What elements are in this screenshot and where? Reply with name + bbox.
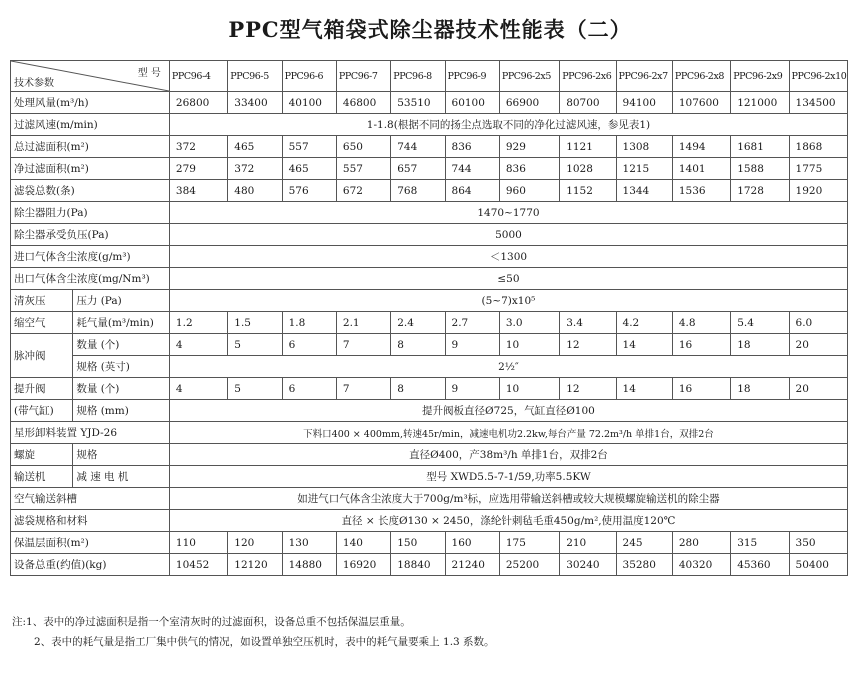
group-label: 脉冲阀 xyxy=(11,334,73,378)
table-cell: 3.4 xyxy=(560,312,616,334)
table-cell: 4.2 xyxy=(616,312,672,334)
table-cell: 提升阀板直径Ø725，气缸直径Ø100 xyxy=(169,400,847,422)
table-cell: 1494 xyxy=(672,136,730,158)
row-label: 保温层面积(m²) xyxy=(11,532,170,554)
table-cell: 1728 xyxy=(731,180,789,202)
table-cell: 6.0 xyxy=(789,312,847,334)
table-cell: 160 xyxy=(445,532,499,554)
table-row xyxy=(11,510,848,532)
table-cell: 5 xyxy=(228,378,282,400)
table-cell: 12 xyxy=(560,334,616,356)
header-row xyxy=(11,61,848,92)
table-cell: 94100 xyxy=(616,92,672,114)
table-cell: 4.8 xyxy=(672,312,730,334)
table-cell: 18 xyxy=(731,378,789,400)
row-label: 数量 (个) xyxy=(73,378,170,400)
table-cell: 1028 xyxy=(560,158,616,180)
table-cell: 576 xyxy=(282,180,336,202)
table-cell: 16 xyxy=(672,378,730,400)
table-row xyxy=(11,466,848,488)
row-label: 空气输送斜槽 xyxy=(11,488,170,510)
row-label: 耗气量(m³/min) xyxy=(73,312,170,334)
group-label: (带气缸) xyxy=(11,400,73,422)
row-label: 规格 (英寸) xyxy=(73,356,170,378)
table-cell: 836 xyxy=(499,158,559,180)
table-cell: 557 xyxy=(336,158,390,180)
row-label: 压力 (Pa) xyxy=(73,290,170,312)
group-label: 提升阀 xyxy=(11,378,73,400)
row-label: 处理风量(m³/h) xyxy=(11,92,170,114)
row-label: 除尘器承受负压(Pa) xyxy=(11,224,170,246)
table-cell: 10 xyxy=(499,334,559,356)
table-cell: 直径 × 长度Ø130 × 2450，涤纶针刺毡毛重450g/m²,使用温度120℃ xyxy=(169,510,847,532)
row-label: 数量 (个) xyxy=(73,334,170,356)
table-cell: 46800 xyxy=(336,92,390,114)
table-row xyxy=(11,92,848,114)
document-title: PPC型气箱袋式除尘器技术性能表（二） xyxy=(228,17,632,42)
table-cell: 1308 xyxy=(616,136,672,158)
table-cell: 40320 xyxy=(672,554,730,576)
table-cell: 25200 xyxy=(499,554,559,576)
group-label: 清灰压 xyxy=(11,290,73,312)
table-cell: 14 xyxy=(616,334,672,356)
row-label: 规格 xyxy=(73,444,170,466)
table-cell: 744 xyxy=(391,136,445,158)
table-cell: 12 xyxy=(560,378,616,400)
table-row xyxy=(11,488,848,510)
row-label: 除尘器阻力(Pa) xyxy=(11,202,170,224)
table-row xyxy=(11,532,848,554)
model-header: PPC96-2x6 xyxy=(560,61,616,92)
table-cell: 6 xyxy=(282,378,336,400)
table-cell: 1.5 xyxy=(228,312,282,334)
model-header: PPC96-2x5 xyxy=(499,61,559,92)
table-row xyxy=(11,114,848,136)
corner-cell xyxy=(11,61,170,92)
table-cell: 3.0 xyxy=(499,312,559,334)
table-cell: 120 xyxy=(228,532,282,554)
table-cell: 110 xyxy=(169,532,227,554)
table-cell: 557 xyxy=(282,136,336,158)
table-cell: 30240 xyxy=(560,554,616,576)
table-cell: 50400 xyxy=(789,554,847,576)
table-cell: 1588 xyxy=(731,158,789,180)
footnote-2: 2、表中的耗气量是指工厂集中供气的情况，如设置单独空压机时，表中的耗气量要乘上 1.3 系数。 xyxy=(34,636,495,648)
group-label: 缩空气 xyxy=(11,312,73,334)
table-cell: 1681 xyxy=(731,136,789,158)
table-cell: 280 xyxy=(672,532,730,554)
table-cell: 1.8 xyxy=(282,312,336,334)
group-label: 螺旋 xyxy=(11,444,73,466)
group-label: 输送机 xyxy=(11,466,73,488)
table-cell: 315 xyxy=(731,532,789,554)
table-cell: 245 xyxy=(616,532,672,554)
table-cell: 4 xyxy=(169,334,227,356)
row-label: 滤袋规格和材料 xyxy=(11,510,170,532)
table-cell: 18840 xyxy=(391,554,445,576)
table-cell: 6 xyxy=(282,334,336,356)
table-cell: 5 xyxy=(228,334,282,356)
table-cell: 140 xyxy=(336,532,390,554)
table-cell: 53510 xyxy=(391,92,445,114)
spec-table xyxy=(10,60,848,576)
model-header: PPC96-2x7 xyxy=(616,61,672,92)
model-header: PPC96-8 xyxy=(391,61,445,92)
table-row xyxy=(11,136,848,158)
corner-param-label: 技术参数 xyxy=(14,78,54,89)
table-cell: 1-1.8(根据不同的扬尘点选取不同的净化过滤风速，参见表1) xyxy=(169,114,847,136)
row-label: 出口气体含尘浓度(mg/Nm³) xyxy=(11,268,170,290)
table-cell: 1215 xyxy=(616,158,672,180)
table-row xyxy=(11,356,848,378)
model-header: PPC96-2x8 xyxy=(672,61,730,92)
table-row xyxy=(11,224,848,246)
table-row xyxy=(11,268,848,290)
table-cell: 864 xyxy=(445,180,499,202)
table-cell: 33400 xyxy=(228,92,282,114)
table-cell: 8 xyxy=(391,378,445,400)
table-cell: 480 xyxy=(228,180,282,202)
table-cell: 35280 xyxy=(616,554,672,576)
table-cell: 20 xyxy=(789,334,847,356)
table-cell: ＜1300 xyxy=(169,246,847,268)
table-row xyxy=(11,554,848,576)
table-cell: 2.1 xyxy=(336,312,390,334)
table-cell: (5~7)x10⁵ xyxy=(169,290,847,312)
table-cell: 14880 xyxy=(282,554,336,576)
table-cell: 210 xyxy=(560,532,616,554)
table-cell: 465 xyxy=(228,136,282,158)
row-label: 净过滤面积(m²) xyxy=(11,158,170,180)
table-cell: 5000 xyxy=(169,224,847,246)
model-header: PPC96-2x9 xyxy=(731,61,789,92)
model-header: PPC96-6 xyxy=(282,61,336,92)
table-cell: 60100 xyxy=(445,92,499,114)
table-cell: 1344 xyxy=(616,180,672,202)
row-label: 星形卸料装置 YJD-26 xyxy=(11,422,170,444)
table-row xyxy=(11,312,848,334)
table-cell: 768 xyxy=(391,180,445,202)
table-cell: 5.4 xyxy=(731,312,789,334)
table-row xyxy=(11,158,848,180)
table-row xyxy=(11,400,848,422)
row-label: 过滤风速(m/min) xyxy=(11,114,170,136)
table-row xyxy=(11,202,848,224)
table-cell: 80700 xyxy=(560,92,616,114)
table-cell: 130 xyxy=(282,532,336,554)
table-cell: 1775 xyxy=(789,158,847,180)
table-cell: 40100 xyxy=(282,92,336,114)
table-cell: 960 xyxy=(499,180,559,202)
table-cell: 型号 XWD5.5-7-1/59,功率5.5KW xyxy=(169,466,847,488)
table-cell: 1868 xyxy=(789,136,847,158)
model-header: PPC96-7 xyxy=(336,61,390,92)
table-cell: 20 xyxy=(789,378,847,400)
table-cell: 7 xyxy=(336,378,390,400)
table-cell: 372 xyxy=(169,136,227,158)
table-row xyxy=(11,422,848,444)
table-cell: 9 xyxy=(445,334,499,356)
table-cell: 4 xyxy=(169,378,227,400)
row-label: 规格 (mm) xyxy=(73,400,170,422)
table-row xyxy=(11,290,848,312)
table-cell: 1152 xyxy=(560,180,616,202)
table-cell: 2.7 xyxy=(445,312,499,334)
table-row xyxy=(11,180,848,202)
table-cell: 21240 xyxy=(445,554,499,576)
table-cell: 16920 xyxy=(336,554,390,576)
table-cell: 107600 xyxy=(672,92,730,114)
row-label: 减 速 电 机 xyxy=(73,466,170,488)
table-cell: 1920 xyxy=(789,180,847,202)
table-cell: 10 xyxy=(499,378,559,400)
table-cell: 1.2 xyxy=(169,312,227,334)
row-label: 滤袋总数(条) xyxy=(11,180,170,202)
table-cell: 2½″ xyxy=(169,356,847,378)
table-cell: 66900 xyxy=(499,92,559,114)
table-cell: 26800 xyxy=(169,92,227,114)
table-cell: 175 xyxy=(499,532,559,554)
footnotes xyxy=(12,612,848,652)
table-cell: 16 xyxy=(672,334,730,356)
table-cell: 279 xyxy=(169,158,227,180)
table-row xyxy=(11,378,848,400)
table-cell: 1536 xyxy=(672,180,730,202)
table-row xyxy=(11,444,848,466)
table-cell: 7 xyxy=(336,334,390,356)
model-header: PPC96-2x10 xyxy=(789,61,847,92)
table-cell: 45360 xyxy=(731,554,789,576)
table-cell: 下料口400 × 400mm,转速45r/min，减速电机功2.2kw,每台产量 72.2m³/h 单排1台，双排2台 xyxy=(169,422,847,444)
model-header: PPC96-5 xyxy=(228,61,282,92)
corner-model-label: 型 号 xyxy=(137,68,161,79)
model-header: PPC96-9 xyxy=(445,61,499,92)
table-cell: 1401 xyxy=(672,158,730,180)
table-cell: 121000 xyxy=(731,92,789,114)
table-cell: 836 xyxy=(445,136,499,158)
row-label: 总过滤面积(m²) xyxy=(11,136,170,158)
table-cell: 672 xyxy=(336,180,390,202)
footnote-1: 注:1、表中的净过滤面积是指一个室清灰时的过滤面积，设备总重不包括保温层重量。 xyxy=(12,616,411,628)
table-cell: 10452 xyxy=(169,554,227,576)
table-cell: 384 xyxy=(169,180,227,202)
table-cell: ≤50 xyxy=(169,268,847,290)
table-cell: 如进气口气体含尘浓度大于700g/m³标，应选用带输送斜槽或较大规模螺旋输送机的除尘器 xyxy=(169,488,847,510)
table-cell: 12120 xyxy=(228,554,282,576)
table-cell: 657 xyxy=(391,158,445,180)
row-label: 进口气体含尘浓度(g/m³) xyxy=(11,246,170,268)
table-cell: 350 xyxy=(789,532,847,554)
table-cell: 1121 xyxy=(560,136,616,158)
model-header: PPC96-4 xyxy=(169,61,227,92)
table-cell: 9 xyxy=(445,378,499,400)
table-cell: 744 xyxy=(445,158,499,180)
table-cell: 372 xyxy=(228,158,282,180)
table-cell: 650 xyxy=(336,136,390,158)
table-cell: 150 xyxy=(391,532,445,554)
table-cell: 直径Ø400，产38m³/h 单排1台，双排2台 xyxy=(169,444,847,466)
row-label: 设备总重(约值)(kg) xyxy=(11,554,170,576)
table-cell: 8 xyxy=(391,334,445,356)
table-row xyxy=(11,246,848,268)
table-cell: 465 xyxy=(282,158,336,180)
table-cell: 134500 xyxy=(789,92,847,114)
table-cell: 14 xyxy=(616,378,672,400)
table-cell: 1470~1770 xyxy=(169,202,847,224)
table-cell: 18 xyxy=(731,334,789,356)
table-row xyxy=(11,334,848,356)
table-cell: 929 xyxy=(499,136,559,158)
table-cell: 2.4 xyxy=(391,312,445,334)
